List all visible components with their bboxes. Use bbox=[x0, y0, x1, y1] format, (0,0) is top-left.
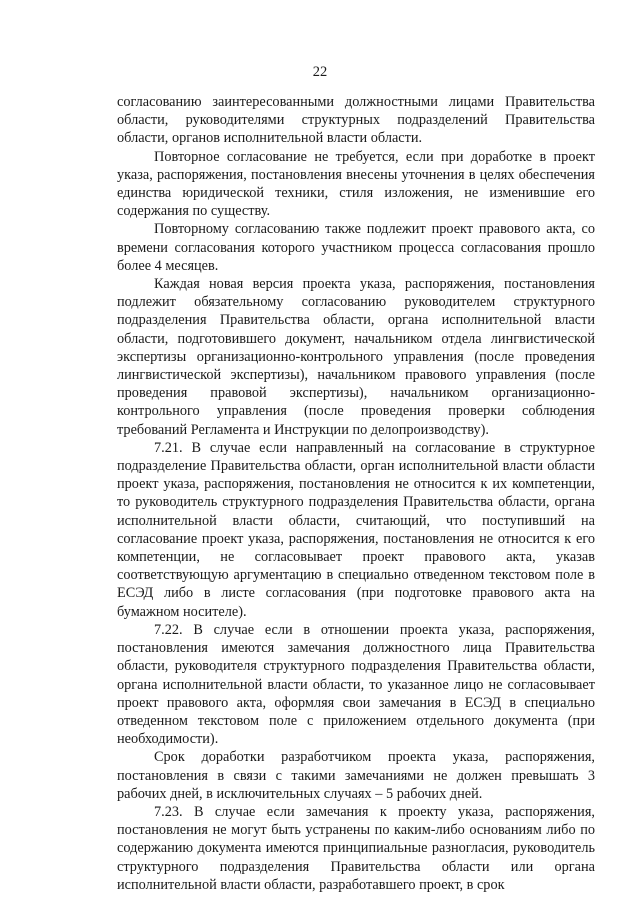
paragraph-continuation: согласованию заинтересованными должностными лицами Правительства области, руководителями структурных подразделений Правительства области, органов исполнительной власти области. bbox=[117, 94, 595, 147]
paragraph-7-22: 7.22. В случае если в отношении проекта указа, распоряжения, постановления имеются замечания должностного лица Правительства области, руководителя структурного подразделения Правительства области, органа исполнительной власти области, то указанное лицо не согласовывает проект правового акта, оформляя свои замечания в ЕСЭД в специально отведенном текстовом поле с приложением отдельного документа (при необходимости). bbox=[117, 621, 595, 748]
paragraph-revision-deadline: Срок доработки разработчиком проекта указа, распоряжения, постановления в связи с такими замечаниями не должен превышать 3 рабочих дней, в исключительных случаях – 5 рабочих дней. bbox=[117, 749, 595, 802]
paragraph-repeat-approval-4-months: Повторному согласованию также подлежит проект правового акта, со времени согласования которого участником процесса согласования прошло более 4 месяцев. bbox=[117, 221, 595, 274]
document-body bbox=[117, 93, 595, 894]
page-number: 22 bbox=[312, 64, 328, 80]
paragraph-repeat-approval-not-required: Повторное согласование не требуется, если при доработке в проект указа, распоряжения, постановления внесены уточнения в целях обеспечения единства юридической техники, стиля изложения, не изменившие его содержания по существу. bbox=[117, 148, 595, 220]
paragraph-7-23: 7.23. В случае если замечания к проекту указа, распоряжения, постановления не могут быть устранены по каким-либо основаниям либо по содержанию документа имеются принципиальные разногласия, руководитель структурного подразделения Правительства области или органа исполнительной власти области, разработавшего проект, в срок bbox=[117, 803, 595, 893]
paragraph-new-version-approval: Каждая новая версия проекта указа, распоряжения, постановления подлежит обязательному согласованию руководителем структурного подразделения Правительства области, органа исполнительной власти области, подготовившего документ, начальником отдела лингвистической экспертизы организационно-контрольного управления (после проведения лингвистической экспертизы), начальником правового управления (после проведения правовой экспертизы), начальником организационно-контрольного управления (после проведения проверки соблюдения требований Регламента и Инструкции по делопроизводству). bbox=[117, 276, 595, 438]
paragraph-7-21: 7.21. В случае если направленный на согласование в структурное подразделение Правительства области, орган исполнительной власти области проект указа, распоряжения, постановления не относится к их компетенции, то руководитель структурного подразделения Правительства области, органа исполнительной власти области, считающий, что поступивший на согласование проект указа, распоряжения, постановления не относится к его компетенции, не согласовывает проект правового акта, указав соответствующую аргументацию в специально отведенном текстовом поле в ЕСЭД либо в листе согласования (при подготовке правового акта на бумажном носителе). bbox=[117, 439, 595, 620]
